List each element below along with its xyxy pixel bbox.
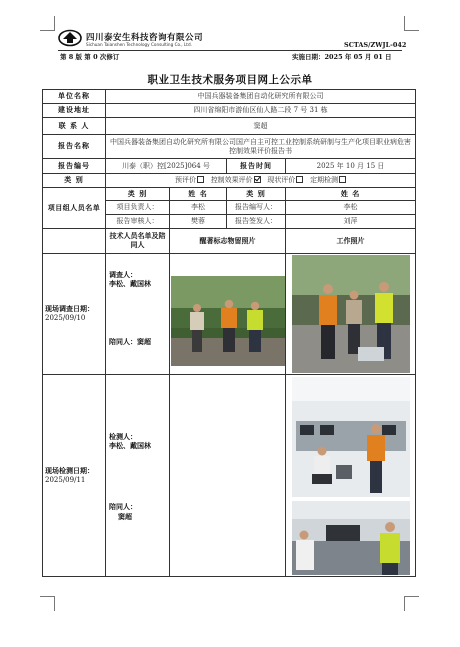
report-reviewer-name: 樊蓉 xyxy=(170,215,227,229)
col-label-photo: 醒著标志物留照片 xyxy=(170,229,286,254)
col-work-photo: 工作照片 xyxy=(286,229,416,254)
test-date: 2025/09/11 xyxy=(45,475,86,484)
category-option-periodic[interactable]: 定期检测 xyxy=(310,176,346,184)
address-label: 建设地址 xyxy=(43,104,106,118)
test-staff: 李松、戴国林 xyxy=(109,440,151,450)
contact-value: 窦超 xyxy=(106,118,416,135)
report-reviewer-label: 报告审核人： xyxy=(106,215,170,229)
test-date-cell xyxy=(43,375,106,577)
test-escort: 窦超 xyxy=(118,512,132,521)
contact-label: 联 系 人 xyxy=(43,118,106,135)
category-options xyxy=(106,174,416,188)
project-lead-label: 项目负责人： xyxy=(106,201,170,215)
survey-date: 2025/09/10 xyxy=(45,314,86,322)
survey-date-cell xyxy=(43,254,106,375)
photos-corner-cell xyxy=(43,229,106,254)
header-divider xyxy=(58,50,402,51)
test-date-label: 现场检测日期： xyxy=(45,465,94,475)
survey-label-photo-cell xyxy=(170,254,286,375)
category-option-pre[interactable]: 预评价 xyxy=(175,176,204,184)
col-name-2: 姓 名 xyxy=(286,188,416,201)
report-writer-label: 报告编写人： xyxy=(227,201,286,215)
personnel-section-label: 项目组人员名单 xyxy=(43,188,106,229)
category-option-status[interactable]: 现状评价 xyxy=(267,176,303,184)
document-number: SCTAS/ZWJL-042 xyxy=(344,41,407,49)
survey-group-photo xyxy=(171,276,285,366)
test-people-cell xyxy=(106,375,170,577)
survey-work-photo-cell xyxy=(286,254,416,375)
test-work-photo-cell xyxy=(286,375,416,577)
version-info: 第 8 版 第 0 次修订 xyxy=(60,53,120,61)
crop-mark-bottom-right xyxy=(404,596,419,611)
test-escort-label: 陪同人： xyxy=(109,502,137,511)
survey-people-cell xyxy=(106,254,170,375)
col-people: 技术人员名单及陪同人 xyxy=(106,229,170,254)
report-time-value: 2025 年 10 月 15 日 xyxy=(286,159,416,174)
unit-label: 单位名称 xyxy=(43,90,106,104)
checkbox-status-eval[interactable] xyxy=(296,176,303,183)
disclosure-table xyxy=(42,89,416,577)
checkbox-pre-eval[interactable] xyxy=(197,176,204,183)
crop-mark-bottom-left xyxy=(40,596,55,611)
survey-date-label: 现场调查日期： xyxy=(45,304,94,314)
test-work-photo-2 xyxy=(292,501,410,575)
test-staff-label: 检测人： xyxy=(109,432,137,441)
survey-work-photo xyxy=(292,255,410,373)
category-label: 类 别 xyxy=(43,174,106,188)
report-time-label: 报告时间 xyxy=(227,159,286,174)
checkbox-periodic-test[interactable] xyxy=(339,176,346,183)
crop-mark-top-right xyxy=(404,16,419,31)
implementation-date: 实施日期：2025 年 05 月 01 日 xyxy=(292,53,392,61)
test-label-photo-cell xyxy=(170,375,286,577)
col-category-1: 类 别 xyxy=(106,188,170,201)
unit-value: 中国兵器装备集团自动化研究所有限公司 xyxy=(106,90,416,104)
report-name-label: 报告名称 xyxy=(43,135,106,159)
test-work-photo-1 xyxy=(292,377,410,497)
crop-mark-top-left xyxy=(40,16,55,31)
company-name: 四川泰安生科技咨询有限公司 xyxy=(86,33,204,43)
survey-staff-label: 调查人： xyxy=(109,270,137,279)
survey-escort-label: 陪同人： xyxy=(109,337,137,346)
report-writer-name: 李松 xyxy=(286,201,416,215)
company-name-en: Sichuan Taianshen Technology Consulting Co., Ltd. xyxy=(86,42,192,47)
report-name-value: 中国兵器装备集团自动化研究所有限公司国产自主可控工业控制系统研制与生产化项目职业病危害控制效果评价报告书 xyxy=(106,135,416,159)
col-category-2: 类 别 xyxy=(227,188,286,201)
survey-escort: 窦超 xyxy=(137,337,151,346)
col-name-1: 姓 名 xyxy=(170,188,227,201)
report-signer-label: 报告签发人： xyxy=(227,215,286,229)
company-logo-icon xyxy=(58,29,82,47)
report-number-label: 报告编号 xyxy=(43,159,106,174)
category-option-control[interactable]: 控制效果评价 xyxy=(211,176,261,184)
survey-staff: 李松、戴国林 xyxy=(109,278,151,288)
address-value: 四川省绵阳市游仙区仙人路二段 7 号 31 栋 xyxy=(106,104,416,118)
checkbox-control-eval[interactable] xyxy=(254,176,261,183)
report-number-value: 川泰（职）控[2025]064 号 xyxy=(106,159,227,174)
report-signer-name: 刘萍 xyxy=(286,215,416,229)
page-title: 职业卫生技术服务项目网上公示单 xyxy=(147,74,313,86)
project-lead-name: 李松 xyxy=(170,201,227,215)
